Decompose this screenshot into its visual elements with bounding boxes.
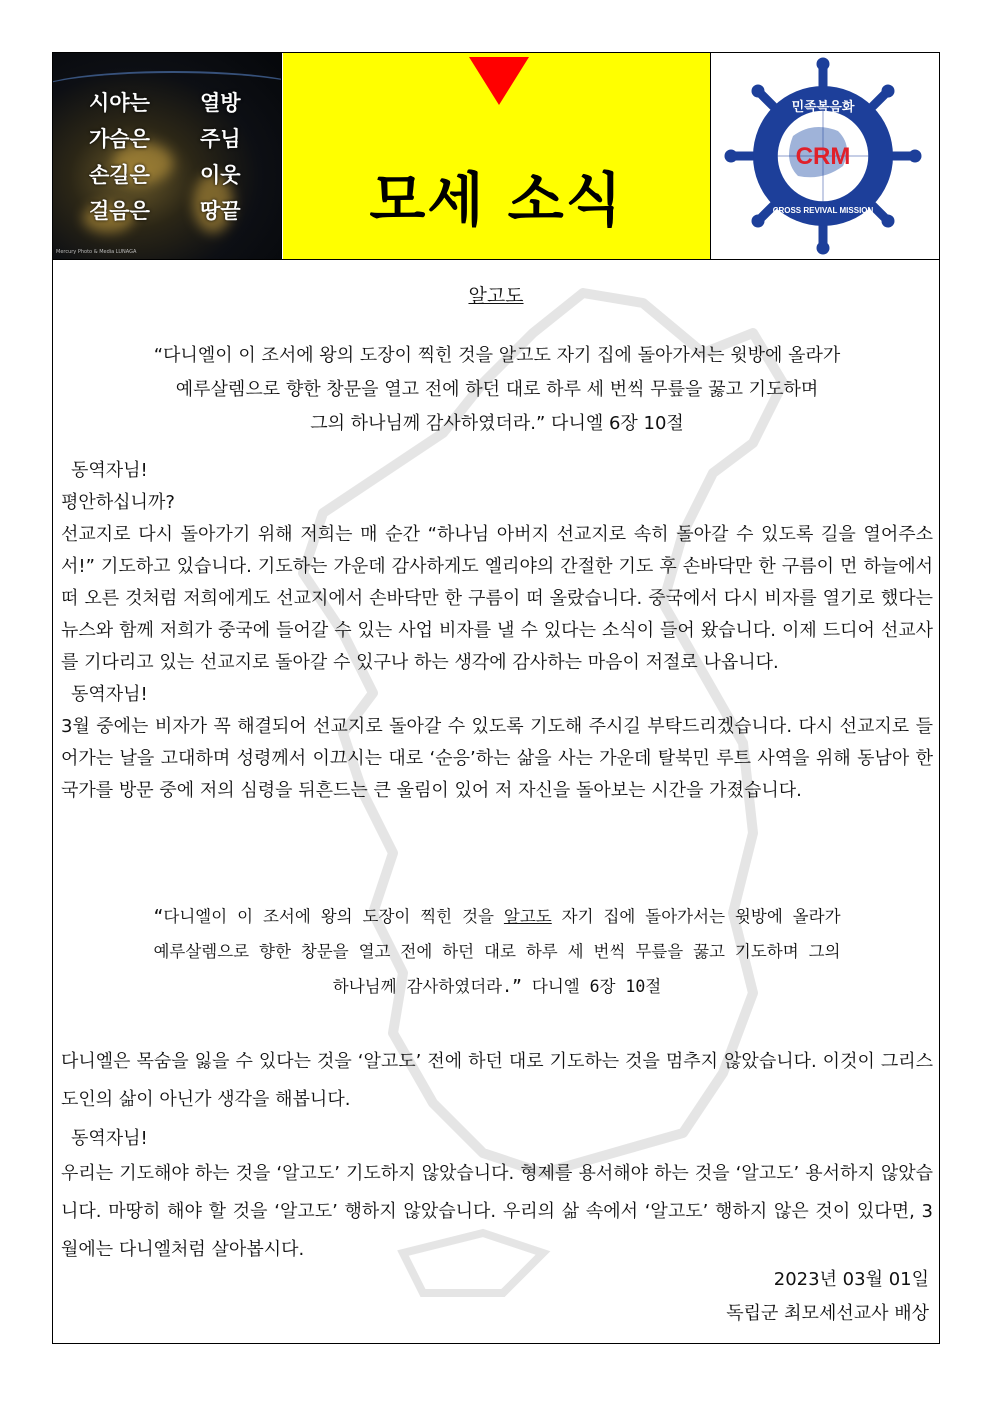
slogan-text: 시야는 [89,91,150,115]
ship-wheel-logo-icon [712,53,941,259]
letter-signature: 독립군 최모세선교사 배상 [726,1303,929,1324]
paragraph: 다니엘은 목숨을 잃을 수 있다는 것을 ‘알고도’ 전에 하던 대로 기도하는 것을 멈추지 않았습니다. 이것이 그리스도인의 삶이 아닌가 생각을 해봅니다. [61,1051,933,1110]
down-arrow-icon [469,57,529,105]
greeting: 동역자님! [71,684,148,705]
logo-ring-text: 민족복음화 [791,100,855,115]
slogan-text: 열방 [200,91,241,115]
paragraph: 선교지로 다시 돌아가기 위해 저희는 매 순간 “하나님 아버지 선교지로 속히 돌아갈 수 있도록 길을 열어주소서!” 기도하고 있습니다. 기도하는 가운데 감사하게도 엘리야의 간절한 기도 후 손바닥만 한 구름이 먼 하늘에서 떠 오른 것처럼 저희에게도 선교지에서 손바닥만 한 구름이 떠 올랐습니다. 중국에서 다시 비자를 열기로 했다는 뉴스와 함께 저희가 중국에 들어갈 수 있는 사업 비자를 낼 수 있다는 소식이 들어 왔습니다. 이제 드디어 선교사를 기다리고 있는 선교지로 돌아갈 수 있구나 하는 생각에 감사하는 마음이 저절로 나옵니다. [61,524,933,673]
paragraph: 3월 중에는 비자가 꼭 해결되어 선교지로 돌아갈 수 있도록 기도해 주시길 부탁드리겠습니다. 다시 선교지로 들어가는 날을 고대하며 성령께서 이끄시는 대로 ‘순응’하는 삶을 사는 가운데 탈북민 루트 사역을 위해 동남아 한 국가를 방문 중에 저의 심령을 뒤흔드는 큰 울림이 있어 저 자신을 돌아보는 시간을 가졌습니다. [61,716,933,801]
verse-line: “다니엘이 이 조서에 왕의 도장이 찍힌 것을 알고도 자기 집에 돌아가서는 윗방에 올라가 [153,345,841,366]
handwritten-verse [63,899,931,1004]
logo-bottom-text: CROSS REVIVAL MISSION [772,206,874,215]
verse-line: 예루살렘으로 향한 창문을 열고 전에 하던 대로 하루 세 번씩 무릎을 꿇고 기도하며 [175,379,819,400]
bible-verse [71,339,923,441]
body-section-3 [61,1123,933,1269]
body-section-1 [61,455,933,807]
verse-line: 하나님께 감사하였더라.” 다니엘 6장 10절 [332,977,662,996]
slogan-left-column [89,85,150,229]
verse-line: 예루살렘으로 향한 창문을 열고 전에 하던 대로 하루 세 번씩 무릎을 꿇고 기도하며 그의 [153,942,841,961]
slogan-text: 땅끝 [200,199,241,223]
article-title: 알고도 [468,285,524,307]
slogan-text: 이웃 [200,163,241,187]
crm-logo [712,53,941,259]
newsletter-frame [52,52,940,1344]
header [53,53,939,260]
earth-night-photo [53,53,282,259]
slogan-text: 가슴은 [89,127,150,151]
body-section-2 [61,1043,933,1119]
verse-line: “다니엘이 이 조서에 왕의 도장이 찍힌 것을 알고도 자기 집에 돌아가서는 윗방에 올라가 [153,907,841,926]
slogan-right-column [200,85,241,229]
greeting: 평안하십니까? [61,492,175,513]
logo-center-text: CRM [795,143,851,170]
greeting: 동역자님! [71,460,148,481]
slogan-text: 주님 [200,127,241,151]
paragraph: 우리는 기도해야 하는 것을 ‘알고도’ 기도하지 않았습니다. 형제를 용서해야 하는 것을 ‘알고도’ 용서하지 않았습니다. 마땅히 해야 할 것을 ‘알고도’ 행하지 않았습니다. 우리의 삶 속에서 ‘알고도’ 행하지 않은 것이 있다면, 3월에는 다니엘처럼 살아봅시다. [61,1163,933,1260]
verse-line: 그의 하나님께 감사하였더라.” 다니엘 6장 10절 [310,413,684,434]
newsletter-title: 모세 소식 [369,166,624,234]
slogan-text: 걸음은 [89,199,150,223]
photo-credit: Mercury Photo & Media LUNAGA [56,249,137,255]
greeting: 동역자님! [71,1128,148,1149]
slogan-text: 손길은 [89,163,150,187]
letter-date: 2023년 03월 01일 [773,1269,929,1290]
title-box [283,53,711,259]
